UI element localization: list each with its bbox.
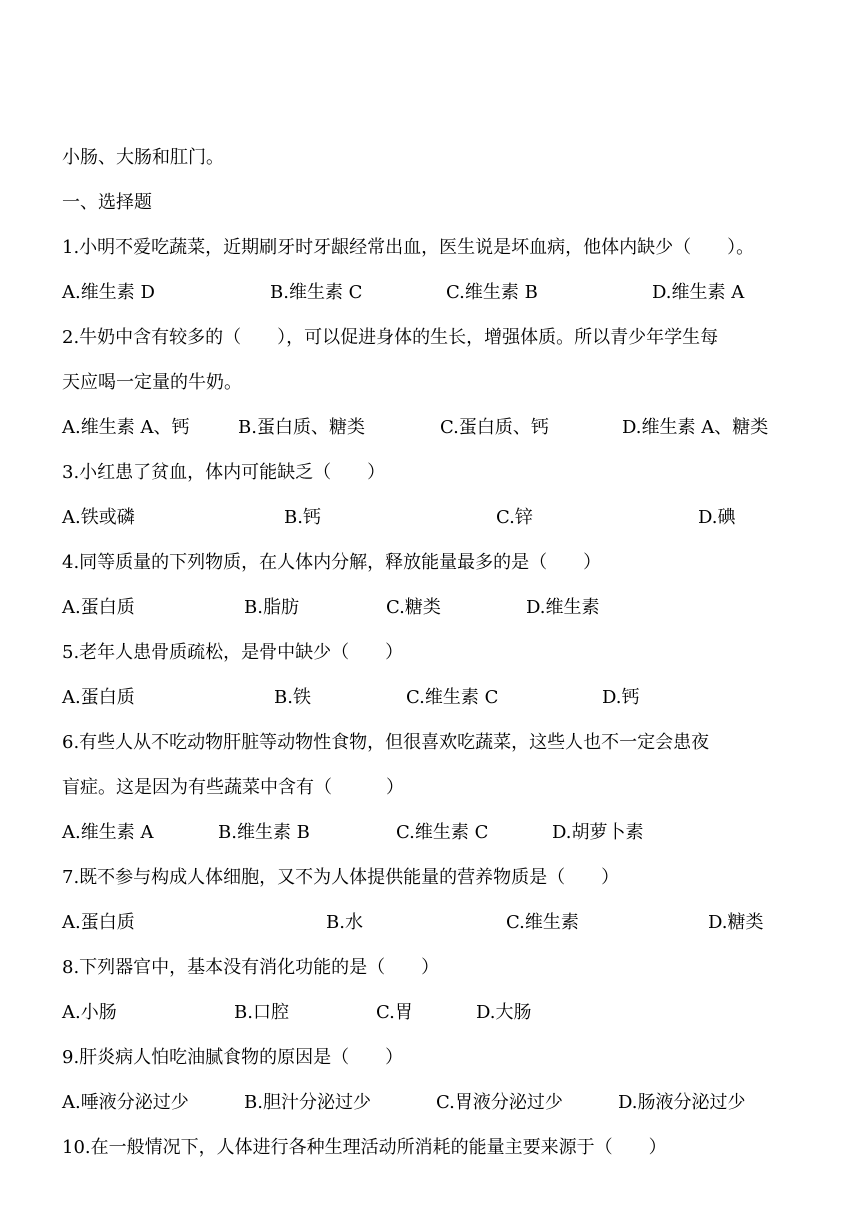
q7-option-a: A.蛋白质 [62, 912, 135, 933]
question-2-stem: 2.牛奶中含有较多的（ ），可以促进身体的生长，增强体质。所以青少年学生每 [62, 327, 719, 348]
q4-option-a: A.蛋白质 [62, 597, 135, 618]
question-5-stem: 5.老年人患骨质疏松，是骨中缺少（ ） [62, 642, 404, 663]
q5-option-c: C.维生素 C [406, 687, 499, 708]
q7-option-b: B.水 [326, 912, 363, 933]
q1-option-d: D.维生素 A [652, 282, 745, 303]
q5-option-d: D.钙 [602, 687, 640, 708]
intro-text: 小肠、大肠和肛门。 [62, 147, 224, 168]
question-7-stem: 7.既不参与构成人体细胞，又不为人体提供能量的营养物质是（ ） [62, 867, 620, 888]
q9-option-c: C.胃液分泌过少 [436, 1092, 563, 1113]
q8-option-a: A.小肠 [62, 1002, 117, 1023]
question-2-stem-cont: 天应喝一定量的牛奶。 [62, 372, 242, 393]
q1-option-c: C.维生素 B [446, 282, 538, 303]
q1-option-b: B.维生素 C [270, 282, 363, 303]
q5-option-a: A.蛋白质 [62, 687, 135, 708]
q6-option-b: B.维生素 B [218, 822, 310, 843]
question-9-stem: 9.肝炎病人怕吃油腻食物的原因是（ ） [62, 1047, 404, 1068]
q9-option-d: D.肠液分泌过少 [618, 1092, 746, 1113]
q7-option-d: D.糖类 [708, 912, 764, 933]
q6-option-c: C.维生素 C [396, 822, 489, 843]
question-4-stem: 4.同等质量的下列物质，在人体内分解，释放能量最多的是（ ） [62, 552, 602, 573]
q4-option-c: C.糖类 [386, 597, 441, 618]
q3-option-b: B.钙 [284, 507, 321, 528]
q7-option-c: C.维生素 [506, 912, 579, 933]
q4-option-b: B.脂肪 [244, 597, 299, 618]
q5-option-b: B.铁 [274, 687, 311, 708]
q9-option-a: A.唾液分泌过少 [62, 1092, 189, 1113]
q6-option-d: D.胡萝卜素 [552, 822, 644, 843]
q3-option-a: A.铁或磷 [62, 507, 135, 528]
q2-option-a: A.维生素 A、钙 [62, 417, 190, 438]
question-3-stem: 3.小红患了贫血，体内可能缺乏（ ） [62, 462, 386, 483]
q8-option-c: C.胃 [376, 1002, 413, 1023]
q1-option-a: A.维生素 D [62, 282, 155, 303]
q8-option-d: D.大肠 [476, 1002, 532, 1023]
question-6-stem-cont: 盲症。这是因为有些蔬菜中含有（ ） [62, 777, 404, 798]
q2-option-c: C.蛋白质、钙 [440, 417, 549, 438]
q4-option-d: D.维生素 [526, 597, 600, 618]
q8-option-b: B.口腔 [234, 1002, 289, 1023]
q3-option-c: C.锌 [496, 507, 533, 528]
question-6-stem: 6.有些人从不吃动物肝脏等动物性食物，但很喜欢吃蔬菜，这些人也不一定会患夜 [62, 732, 710, 753]
q3-option-d: D.碘 [698, 507, 736, 528]
question-1-stem: 1.小明不爱吃蔬菜，近期刷牙时牙龈经常出血，医生说是坏血病，他体内缺少（ ）。 [62, 237, 755, 258]
question-8-stem: 8.下列器官中，基本没有消化功能的是（ ） [62, 957, 440, 978]
q9-option-b: B.胆汁分泌过少 [244, 1092, 371, 1113]
section-title: 一、选择题 [62, 192, 152, 213]
question-10-stem: 10.在一般情况下，人体进行各种生理活动所消耗的能量主要来源于（ ） [62, 1137, 667, 1158]
q6-option-a: A.维生素 A [62, 822, 154, 843]
q2-option-b: B.蛋白质、糖类 [238, 417, 365, 438]
q2-option-d: D.维生素 A、糖类 [622, 417, 769, 438]
